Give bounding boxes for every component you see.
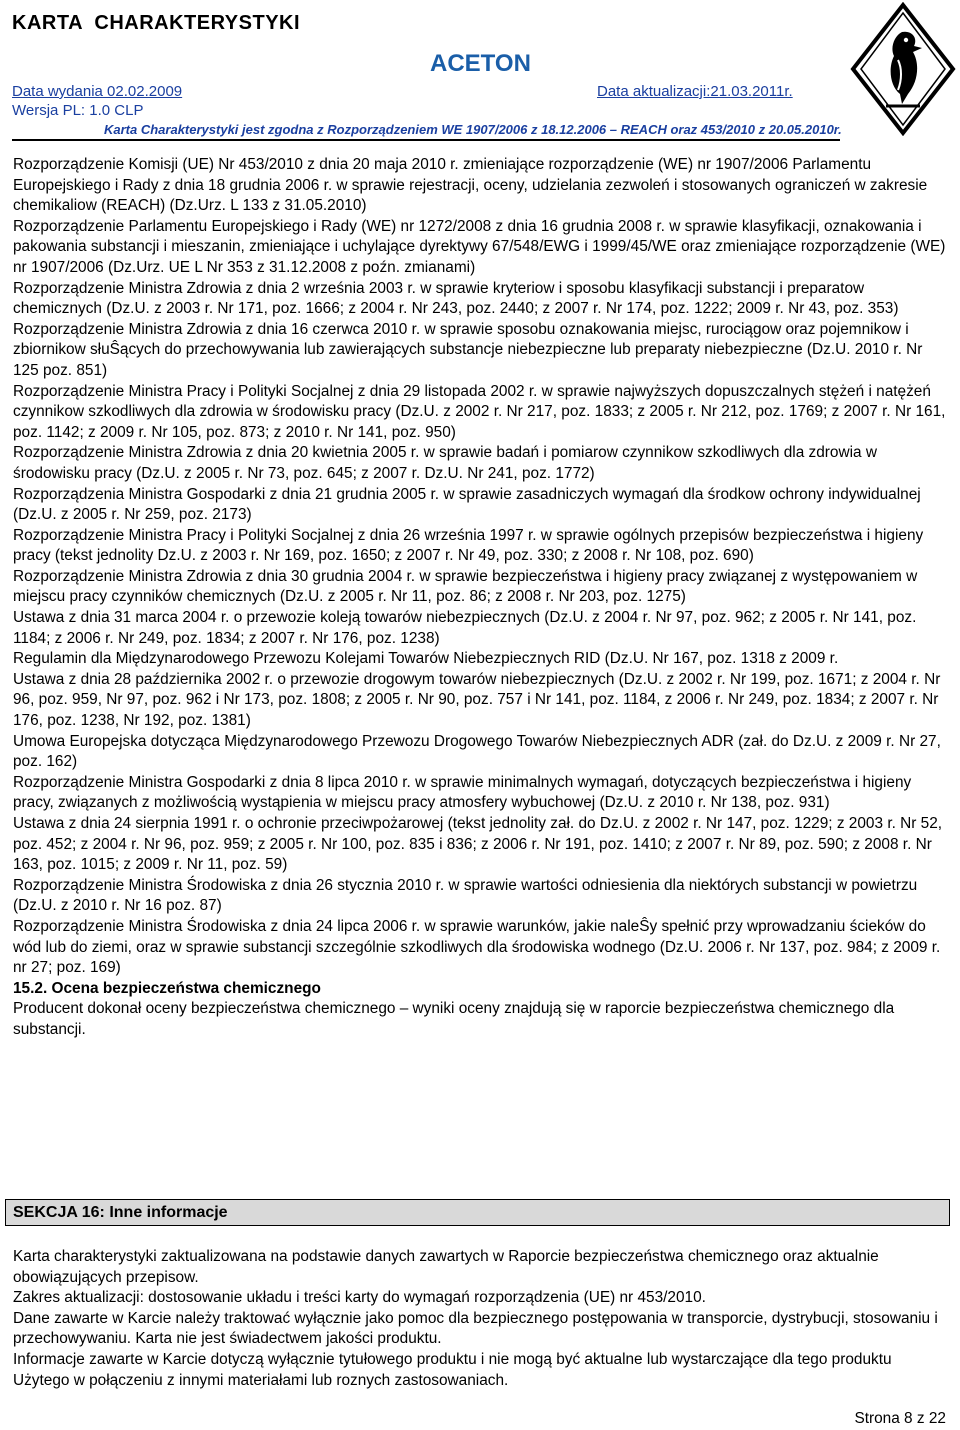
regulations-section [13,155,947,1041]
issue-date: Data wydania 02.02.2009 [12,83,183,100]
chemical-safety-text: Producent dokonał oceny bezpieczeństwa chemicznego – wyniki oceny znajdują się w raporcie bezpieczeństwa chemicznego dla substancji. [13,1000,895,1038]
version-label: Wersja PL: 1.0 CLP [12,102,144,119]
header-divider [12,139,840,141]
regulation-item: Regulamin dla Międzynarodowego Przewozu Kolejami Towarów Niebezpiecznych RID (Dz.U. Nr 167, poz. 1318 z 2009 r. [13,650,839,668]
info-paragraph: Informacje zawarte w Karcie dotyczą wyłącznie tytułowego produktu i nie mogą być aktualne lub wystarczające dla tego produktu Użytego w połączeniu z innymi materiałami lub roznych zastosowaniach. [13,1350,892,1389]
compliance-note: Karta Charakterystyki jest zgodna z Rozporządzeniem WE 1907/2006 z 18.12.2006 – REACH oraz 453/2010 z 20.05.2010r. [104,122,842,137]
regulation-item: Rozporządzenie Ministra Środowiska z dnia 24 lipca 2006 r. w sprawie warunków, jakie naleŜy spełnić przy wprowadzaniu ścieków do wód lub do ziemi, oraz w sprawie substancji szczególnie szkodliwych dla środowiska wodnego (Dz.U. 2006 r. Nr 137, poz. 984; z 2009 r. nr 27; poz. 169) [13,917,941,977]
section-16-heading: SEKCJA 16: Inne informacje [5,1199,950,1226]
regulation-item: Ustawa z dnia 24 sierpnia 1991 r. o ochronie przeciwpożarowej (tekst jednolity zał. do Dz.U. z 2002 r. Nr 147, poz. 1229; z 2003 r. Nr 52, poz. 452; z 2004 r. Nr 96, poz. 959; z 2005 r. Nr 100, poz. 835 i 836; z 2006 r. Nr 191, poz. 1410; z 2007 r. Nr 89, poz. 590; z 2008 r. Nr 163, poz. 1015; z 2009 r. Nr 11, poz. 59) [13,815,943,874]
bird-in-diamond-logo-icon [850,2,956,136]
info-paragraph: Dane zawarte w Karcie należy traktować wyłącznie jako pomoc dla bezpiecznego postępowania w transporcie, dystrybucji, stosowaniu i przechowywaniu. Karta nie jest świadectwem jakości produktu. [13,1309,938,1348]
regulation-item: Rozporządzenie Ministra Pracy i Polityki Socjalnej z dnia 26 września 1997 r. w sprawie ogólnych przepisów bezpieczeństwa i higieny pracy (tekst jednolity Dz.U. z 2003 r. Nr 169, poz. 1650; z 2007 r. Nr 49, poz. 330; z 2008 r. Nr 108, poz. 690) [13,526,924,565]
section-16-content [13,1247,947,1391]
product-name: ACETON [430,50,531,77]
page-number: Strona 8 z 22 [854,1410,946,1427]
regulation-item: Ustawa z dnia 31 marca 2004 r. o przewozie koleją towarów niebezpiecznych (Dz.U. z 2004 r. Nr 97, poz. 962; z 2005 r. Nr 141, poz. 1184; z 2006 r. Nr 249, poz. 1834; z 2007 r. Nr 176, poz. 1238) [13,609,917,647]
regulation-item: Rozporządzenie Ministra Pracy i Polityki Socjalnej z dnia 29 listopada 2002 r. w sprawie najwyższych dopuszczalnych stężeń i natężeń czynnikow szkodliwych dla zdrowia w środowisku pracy (Dz.U. z 2002 r. Nr 217, poz. 1833; z 2005 r. Nr 212, poz. 1769; z 2007 r. Nr 161, poz. 1142; z 2009 r. Nr 105, poz. 873; z 2010 r. Nr 141, poz. 950) [13,382,946,441]
regulation-item: Rozporządzenie Ministra Zdrowia z dnia 2 września 2003 r. w sprawie kryteriow i sposobu klasyfikacji substancji i preparatow chemicznych (Dz.U. z 2003 r. Nr 171, poz. 1666; z 2004 r. Nr 243, poz. 2440; z 2007 r. Nr 174, poz. 1222; 2009 r. Nr 43, poz. 353) [13,279,899,318]
regulation-item: Umowa Europejska dotycząca Międzynarodowego Przewozu Drogowego Towarów Niebezpiecznych ADR (zał. do Dz.U. z 2009 r. Nr 27, poz. 162) [13,732,941,771]
info-paragraph: Zakres aktualizacji: dostosowanie układu i treści karty do wymagań rozporządzenia (UE) nr 453/2010. [13,1289,706,1307]
regulation-item: Rozporządzenie Ministra Gospodarki z dnia 8 lipca 2010 r. w sprawie minimalnych wymagań, dotyczących bezpieczeństwa i higieny pracy, związanych z możliwością wystąpienia w miejscu pracy atmosfery wybuchowej (Dz.U. z 2010 r. Nr 138, poz. 931) [13,773,912,812]
regulation-item: Rozporządzenie Ministra Środowiska z dnia 26 stycznia 2010 r. w sprawie wartości odniesienia dla niektórych substancji w powietrzu (Dz.U. z 2010 r. Nr 16 poz. 87) [13,876,918,915]
regulation-item: Ustawa z dnia 28 października 2002 r. o przewozie drogowym towarów niebezpiecznych (Dz.U. z 2002 r. Nr 199, poz. 1671; z 2004 r. Nr 96, poz. 959, Nr 97, poz. 962 i Nr 173, poz. 1808; z 2005 r. Nr 90, poz. 757 i Nr 141, poz. 1184, z 2006 r. Nr 249, poz. 1834; z 2007 r. Nr 176, poz. 1238, Nr 192, poz. 1381) [13,670,941,730]
regulation-item: Rozporządzenie Komisji (UE) Nr 453/2010 z dnia 20 maja 2010 r. zmieniające rozporządzenie (WE) nr 1907/2006 Parlamentu Europejskiego i Rady z dnia 18 grudnia 2006 r. w sprawie rejestracji, oceny, udzielania zezwoleń i stosowanych ograniczeń w zakresie chemikaliow (REACH) (Dz.Urz. L 133 z 31.05.2010) [13,156,928,215]
info-paragraph: Karta charakterystyki zaktualizowana na podstawie danych zawartych w Raporcie bezpieczeństwa chemicznego oraz aktualnie obowiązujących przepisow. [13,1248,879,1286]
regulation-item: Rozporządzenie Ministra Zdrowia z dnia 16 czerwca 2010 r. w sprawie sposobu oznakowania miejsc, rurociągow oraz pojemnikow i zbiornikow słuŜących do przechowywania lub zawierających substancje niebezpieczne lub preparaty niebezpieczne (Dz.U. 2010 r. Nr 125 poz. 851) [13,320,923,379]
chemical-safety-heading: 15.2. Ocena bezpieczeństwa chemicznego [13,979,321,997]
update-date: Data aktualizacji:21.03.2011r. [597,83,793,100]
regulation-item: Rozporządzenie Ministra Zdrowia z dnia 30 grudnia 2004 r. w sprawie bezpieczeństwa i higieny pracy związanej z występowaniem w miejscu pracy czynników chemicznych (Dz.U. z 2005 r. Nr 11, poz. 86; z 2008 r. Nr 203, poz. 1275) [13,567,918,606]
regulation-item: Rozporządzenia Ministra Gospodarki z dnia 21 grudnia 2005 r. w sprawie zasadniczych wymagań dla środkow ochrony indywidualnej (Dz.U. z 2005 r. Nr 259, poz. 2173) [13,485,921,524]
document-title: KARTA CHARAKTERYSTYKI [12,12,301,34]
regulation-item: Rozporządzenie Parlamentu Europejskiego i Rady (WE) nr 1272/2008 z dnia 16 grudnia 2008 r. w sprawie klasyfikacji, oznakowania i pakowania substancji i mieszanin, zmieniające i uchylające dyrektywy 67/548/EWG i 1999/45/WE oraz zmieniające rozporządzenie (WE) nr 1907/2006 (Dz.Urz. UE L Nr 353 z 31.12.2008 z poźn. zmianami) [13,217,946,276]
regulation-item: Rozporządzenie Ministra Zdrowia z dnia 20 kwietnia 2005 r. w sprawie badań i pomiarow czynnikow szkodliwych dla zdrowia w środowisku pracy (Dz.U. z 2005 r. Nr 73, poz. 645; z 2007 r. Dz.U. Nr 241, poz. 1772) [13,444,877,482]
